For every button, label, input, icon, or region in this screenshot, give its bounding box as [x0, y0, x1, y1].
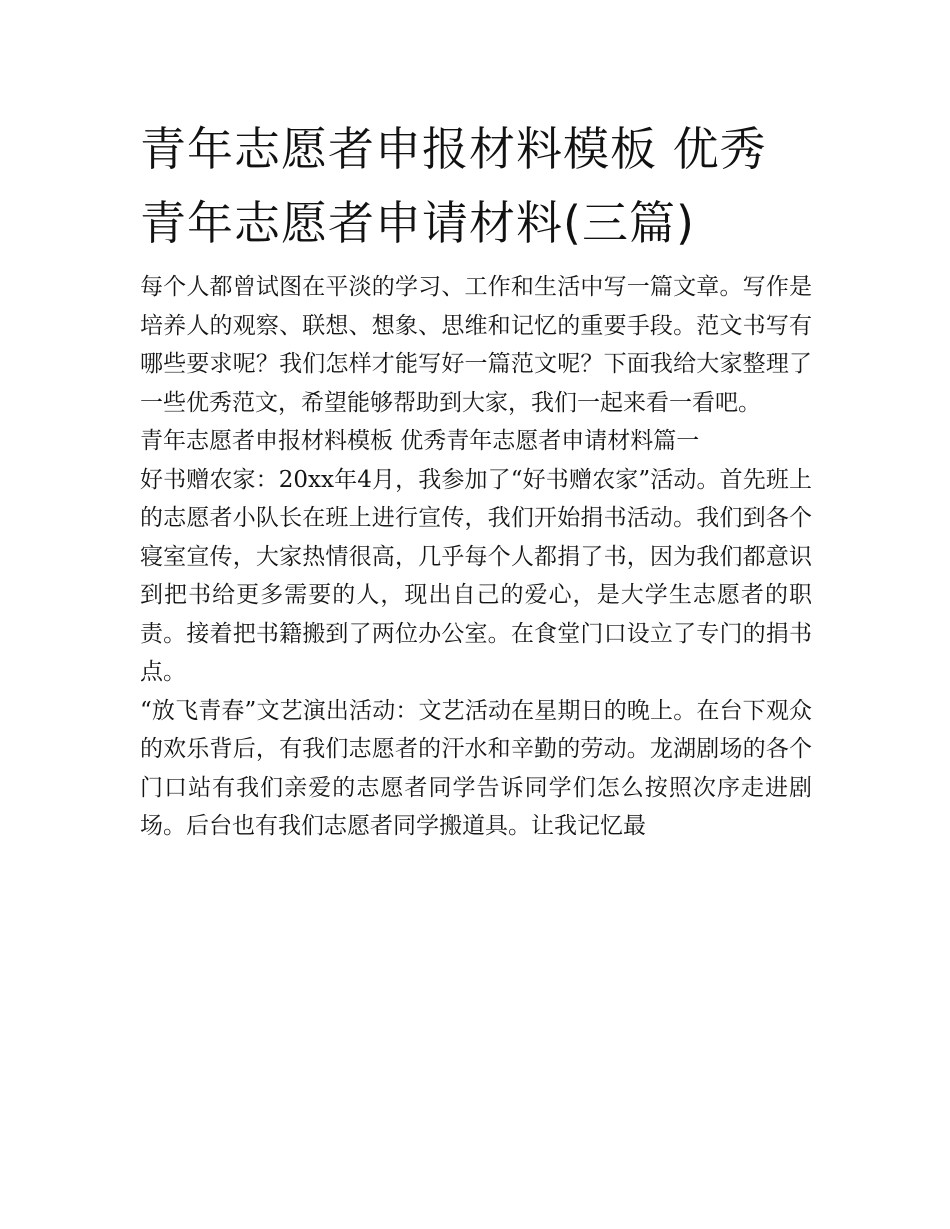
- section-heading: 青年志愿者申报材料模板 优秀青年志愿者申请材料篇一: [140, 428, 700, 454]
- document-title-line-2: 青年志愿者申请材料(三篇): [140, 196, 695, 250]
- document-body: [140, 112, 812, 846]
- body-paragraph-book-donation: 好书赠农家：20xx年4月，我参加了“好书赠农家”活动。首先班上的志愿者小队长在班上进行宣传，我们开始捐书活动。我们到各个寝室宣传，大家热情很高，几乎每个人都捐了书，因为我们都意识到把书给更多需要的人，现出自己的爱心，是大学生志愿者的职责。接着把书籍搬到了两位办公室。在食堂门口设立了专门的捐书点。: [140, 466, 812, 685]
- intro-paragraph: 每个人都曾试图在平淡的学习、工作和生活中写一篇文章。写作是培养人的观察、联想、想象、思维和记忆的重要手段。范文书写有哪些要求呢？我们怎样才能写好一篇范文呢？下面我给大家整理了一些优秀范文，希望能够帮助到大家，我们一起来看一看吧。: [140, 274, 812, 416]
- document-title-line-1: 青年志愿者申报材料模板 优秀: [140, 122, 767, 176]
- document-title: [140, 112, 812, 260]
- body-paragraph-performance: “放飞青春”文艺演出活动：文艺活动在星期日的晚上。在台下观众的欢乐背后，有我们志愿者的汗水和辛勤的劳动。龙湖剧场的各个门口站有我们亲爱的志愿者同学告诉同学们怎么按照次序走进剧场。后台也有我们志愿者同学搬道具。让我记忆最: [140, 697, 812, 839]
